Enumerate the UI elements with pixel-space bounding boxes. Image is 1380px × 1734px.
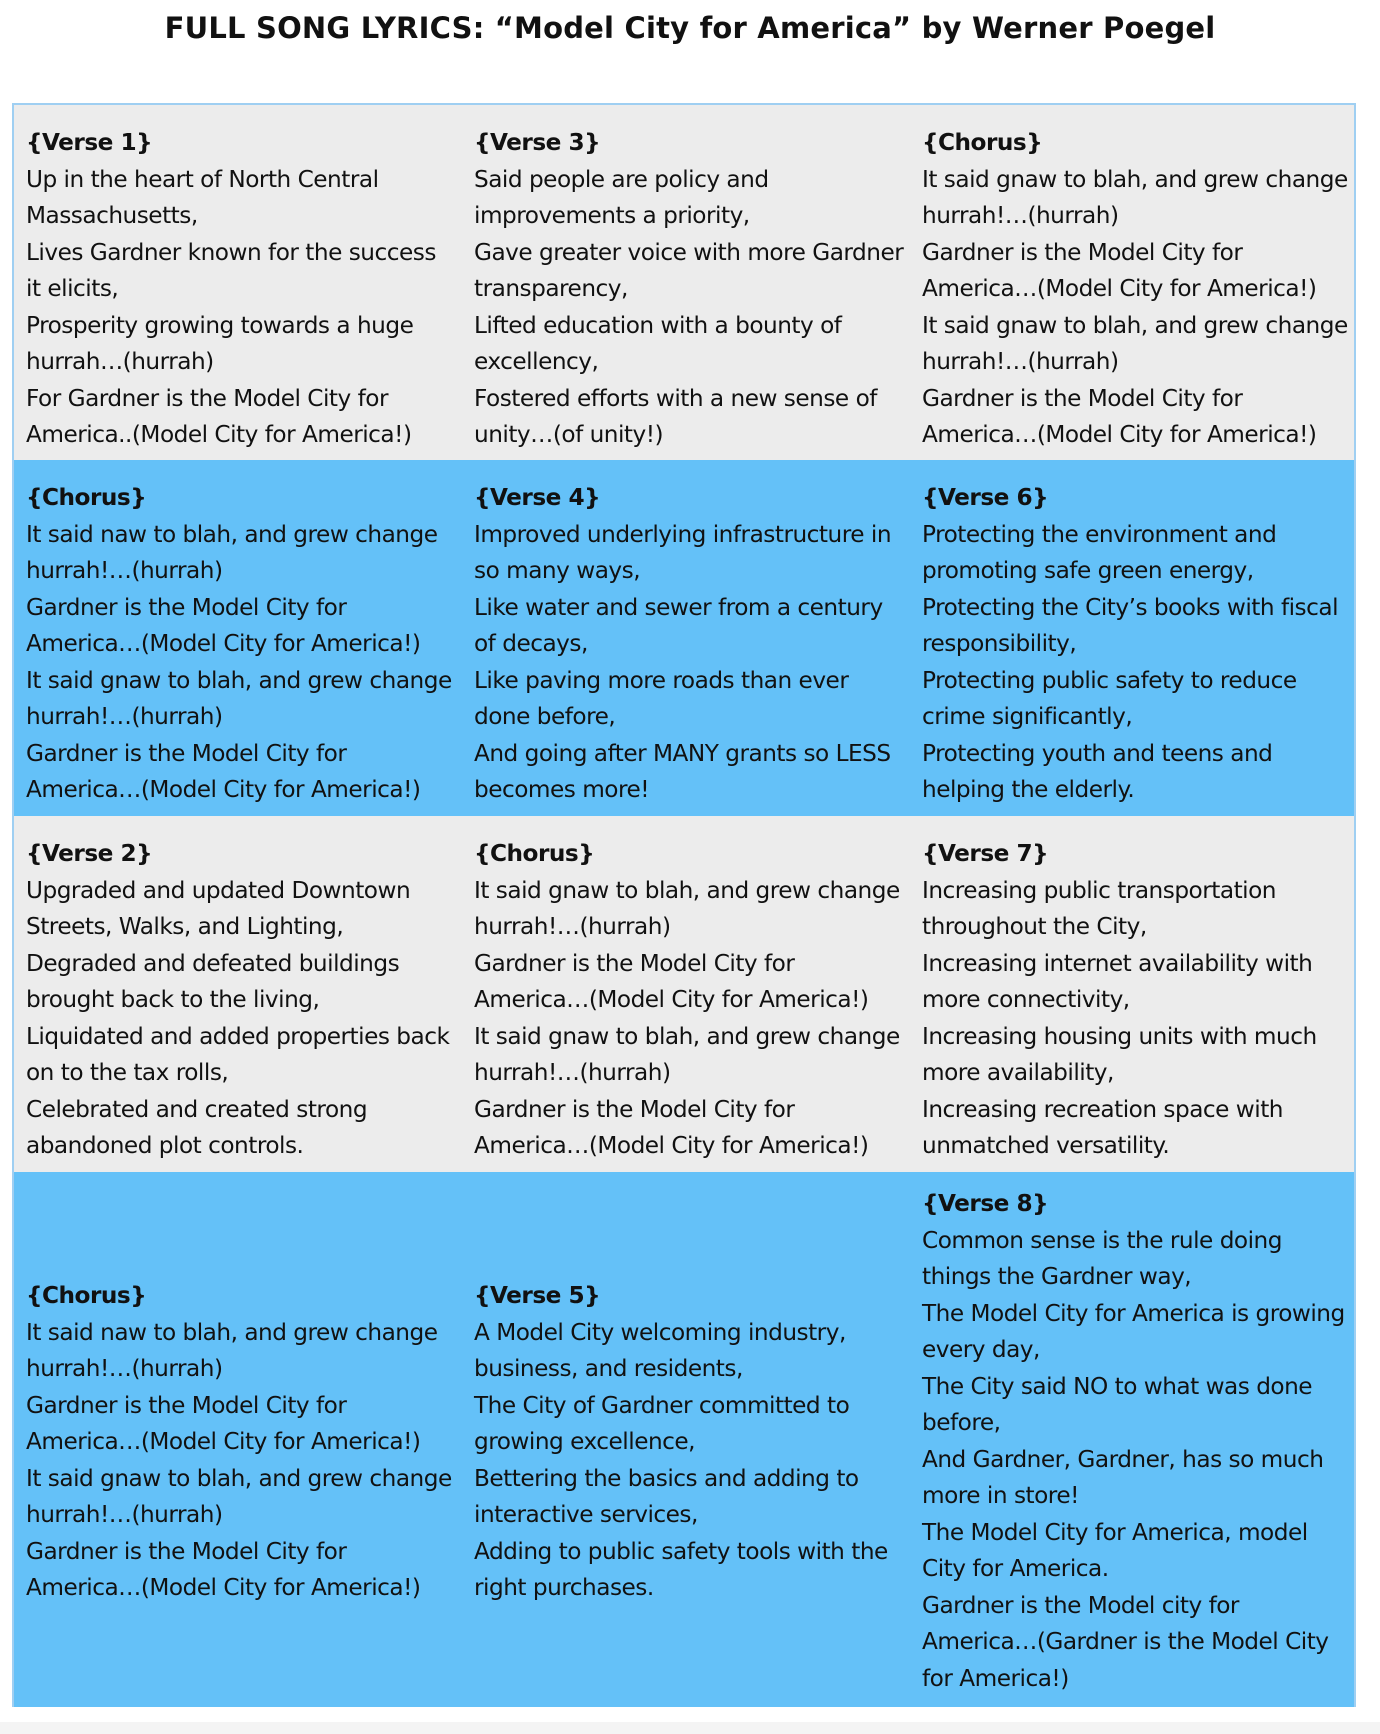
lyric-line: The Model City for America, model City for America. — [922, 1518, 1308, 1582]
lyric-line: Gardner is the Model city for America…(Gardner is the Model City for America!) — [922, 1591, 1329, 1692]
lyric-line: It said gnaw to blah, and grew change hurrah!…(hurrah) — [474, 1022, 900, 1086]
lyric-line: Gave greater voice with more Gardner transparency, — [474, 238, 904, 302]
lyric-line: Said people are policy and improvements a priority, — [474, 165, 769, 229]
lyric-line: Bettering the basics and adding to interactive services, — [474, 1464, 859, 1528]
lyric-line: Improved underlying infrastructure in so many ways, — [474, 520, 892, 584]
lyrics-cell-chorus — [14, 1172, 462, 1707]
lyric-line: And going after MANY grants so LESS becomes more! — [474, 739, 891, 803]
lyrics-cell-chorus — [462, 816, 910, 1172]
lyric-line: The City of Gardner committed to growing excellence, — [474, 1391, 850, 1455]
lyric-line: It said gnaw to blah, and grew change hurrah!…(hurrah) — [922, 311, 1348, 375]
lyric-line: Increasing housing units with much more availability, — [922, 1022, 1317, 1086]
lyrics-cell-verse-8 — [910, 1172, 1354, 1707]
lyric-line: It said naw to blah, and grew change hurrah!…(hurrah) — [26, 520, 438, 584]
lyric-line: Prosperity growing towards a huge hurrah…(hurrah) — [26, 311, 414, 375]
section-heading: {Chorus} — [26, 1282, 147, 1309]
lyrics-cell-chorus — [910, 105, 1354, 460]
lyric-line: Increasing public transportation throughout the City, — [922, 876, 1276, 940]
lyrics-cell-verse-2 — [14, 816, 462, 1172]
lyric-line: Gardner is the Model City for America…(Model City for America!) — [922, 238, 1317, 302]
section-heading: {Chorus} — [922, 129, 1043, 156]
section-heading: {Verse 1} — [26, 129, 153, 156]
lyric-line: It said gnaw to blah, and grew change hurrah!…(hurrah) — [26, 1464, 452, 1528]
lyrics-table — [12, 103, 1356, 1707]
lyric-line: Gardner is the Model City for America…(Model City for America!) — [474, 1095, 869, 1159]
lyric-line: Lifted education with a bounty of excellency, — [474, 311, 842, 375]
lyric-line: Like paving more roads than ever done before, — [474, 666, 849, 730]
lyric-line: Protecting public safety to reduce crime significantly, — [922, 666, 1297, 730]
section-heading: {Verse 2} — [26, 840, 153, 867]
lyric-line: Protecting youth and teens and helping the elderly. — [922, 739, 1273, 803]
lyric-line: Lives Gardner known for the success it elicits, — [26, 238, 436, 302]
lyric-line: A Model City welcoming industry, business, and residents, — [474, 1318, 846, 1382]
lyric-line: Gardner is the Model City for America…(Model City for America!) — [26, 739, 421, 803]
lyric-line: Gardner is the Model City for America…(Model City for America!) — [26, 1391, 421, 1455]
lyric-line: Protecting the environment and promoting safe green energy, — [922, 520, 1277, 584]
section-heading: {Verse 3} — [474, 129, 601, 156]
section-heading: {Verse 5} — [474, 1282, 601, 1309]
lyrics-cell-verse-4 — [462, 460, 910, 816]
lyric-line: Common sense is the rule doing things the Gardner way, — [922, 1226, 1282, 1290]
lyric-line: Gardner is the Model City for America…(Model City for America!) — [26, 1537, 421, 1601]
lyric-line: It said naw to blah, and grew change hurrah!…(hurrah) — [26, 1318, 438, 1382]
lyric-line: Increasing internet availability with more connectivity, — [922, 949, 1313, 1013]
section-heading: {Verse 4} — [474, 484, 601, 511]
lyric-line: Gardner is the Model City for America…(Model City for America!) — [26, 593, 421, 657]
lyrics-cell-verse-7 — [910, 816, 1354, 1172]
lyrics-cell-verse-6 — [910, 460, 1354, 816]
bottom-strip — [0, 1722, 1380, 1734]
section-heading: {Verse 6} — [922, 484, 1049, 511]
lyric-line: It said gnaw to blah, and grew change hurrah!…(hurrah) — [922, 165, 1348, 229]
lyric-line: It said gnaw to blah, and grew change hurrah!…(hurrah) — [474, 876, 900, 940]
lyric-line: The Model City for America is growing every day, — [922, 1299, 1345, 1363]
page-title: FULL SONG LYRICS: “Model City for America” by Werner Poegel — [164, 11, 1216, 45]
section-heading: {Verse 8} — [922, 1190, 1049, 1217]
lyric-line: Gardner is the Model City for America…(Model City for America!) — [474, 949, 869, 1013]
lyric-line: Celebrated and created strong abandoned plot controls. — [26, 1095, 368, 1159]
lyric-line: For Gardner is the Model City for America..(Model City for America!) — [26, 384, 412, 448]
section-heading: {Chorus} — [474, 840, 595, 867]
lyric-line: Upgraded and updated Downtown Streets, Walks, and Lighting, — [26, 876, 411, 940]
lyrics-cell-verse-1 — [14, 105, 462, 460]
lyric-line: Adding to public safety tools with the right purchases. — [474, 1537, 888, 1601]
lyric-line: The City said NO to what was done before, — [922, 1372, 1313, 1436]
lyric-line: Like water and sewer from a century of decays, — [474, 593, 883, 657]
lyrics-cell-verse-3 — [462, 105, 910, 460]
lyrics-cell-verse-5 — [462, 1172, 910, 1707]
lyric-line: Degraded and defeated buildings brought back to the living, — [26, 949, 400, 1013]
lyric-line: And Gardner, Gardner, has so much more in store! — [922, 1445, 1324, 1509]
lyric-line: Protecting the City’s books with fiscal responsibility, — [922, 593, 1339, 657]
section-heading: {Chorus} — [26, 484, 147, 511]
lyric-line: Fostered efforts with a new sense of unity…(of unity!) — [474, 384, 877, 448]
lyric-line: Liquidated and added properties back on to the tax rolls, — [26, 1022, 450, 1086]
lyric-line: It said gnaw to blah, and grew change hurrah!…(hurrah) — [26, 666, 452, 730]
lyric-line: Up in the heart of North Central Massachusetts, — [26, 165, 379, 229]
lyrics-cell-chorus — [14, 460, 462, 816]
section-heading: {Verse 7} — [922, 840, 1049, 867]
lyric-line: Gardner is the Model City for America…(Model City for America!) — [922, 384, 1317, 448]
lyric-line: Increasing recreation space with unmatched versatility. — [922, 1095, 1283, 1159]
